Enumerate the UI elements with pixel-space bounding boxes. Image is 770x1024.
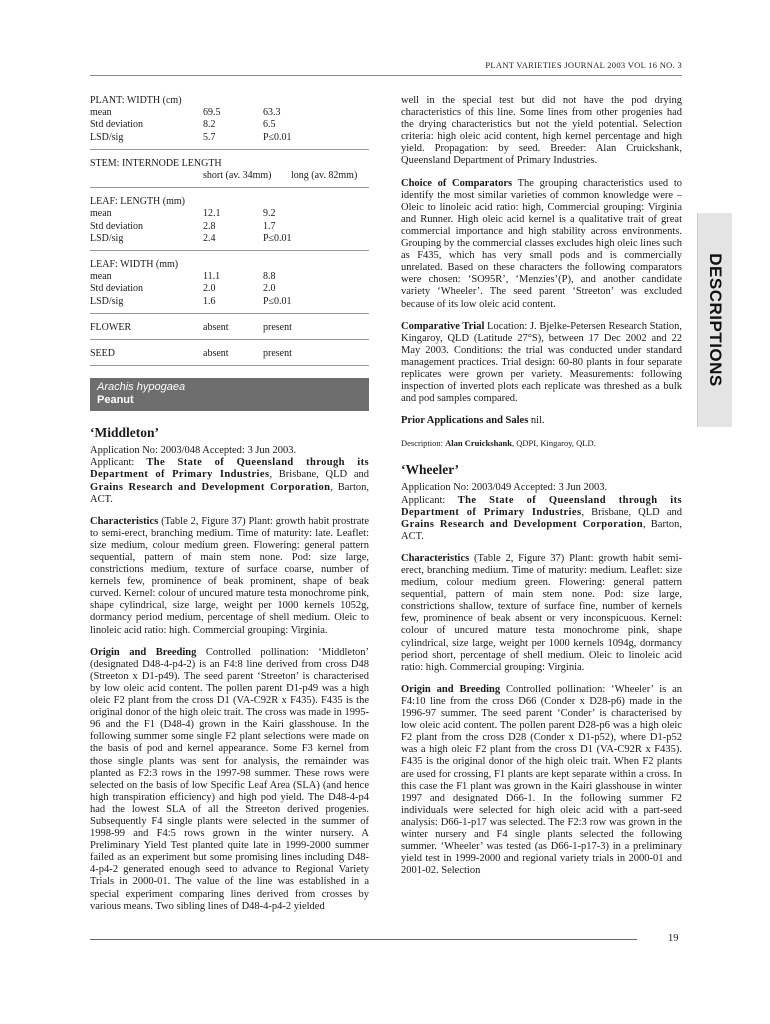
trait-title: PLANT: WIDTH (cm) — [90, 95, 182, 106]
trait-plant-width — [90, 95, 369, 150]
table-row — [90, 322, 369, 334]
section-tab-label: DESCRIPTIONS — [706, 253, 725, 387]
value-comparator: 9.2 — [263, 208, 276, 220]
left-column — [90, 95, 369, 923]
value-middleton: 11.1 — [203, 271, 221, 283]
applicant-label: Applicant: — [401, 494, 446, 506]
table-row — [90, 271, 369, 283]
trait-seed — [90, 348, 369, 366]
applicant-organisation: The State of Queensland through its Department of Primary Industries — [401, 494, 682, 518]
row-label: Std deviation — [90, 283, 144, 295]
value-middleton: 2.8 — [203, 220, 216, 232]
row-label: mean — [90, 107, 112, 119]
applicant-label: Applicant: — [90, 457, 135, 469]
section-text: Controlled pollination: ‘Wheeler’ is an F4:10 line from the cross D66 (Conder x D28-p6) made in the 1996-97 summer. The seed parent ‘Conder’ is characterised by low oleic acid content. The pollen parent D28-p6 was a high oleic F2 plant from the cross D28 (Conder x D1-p52), where D1-p52 was a high oleic F2 plant from the cross D1 (VA-C92R x F435). F435 is the original donor of the high oleic trait. When F2 plants are used for crossing, F1 plants are kept separate within a cross. In this case the F1 plant was grown in the Kairi glasshouse in winter 1997 and designated D66-1. In the following summer F2 individuals were selected for high oleic acid with a part-seed analysis: D66-1-p17 was selected. The F2:3 row was grown in the winter nursery and F4 single plants selected the following summer. ‘Wheeler’ was tested (as D66-1-p17-3) in a preliminary yield test in 1999-2000 and regional variety trials in 2000-01 and 2001-02. Selection — [401, 683, 682, 877]
applicant-info — [401, 495, 682, 543]
right-column — [401, 95, 682, 887]
value-middleton: 2.4 — [203, 232, 216, 244]
trait-title: LEAF: LENGTH (mm) — [90, 196, 185, 208]
value-middleton: absent — [203, 348, 229, 360]
description-credit — [401, 437, 682, 449]
trait-leaf-width — [90, 259, 369, 314]
row-label: Std deviation — [90, 119, 144, 131]
value-middleton: absent — [203, 321, 229, 333]
value-middleton: 69.5 — [203, 107, 221, 119]
applicant-location: , Brisbane, QLD and — [581, 506, 682, 518]
variety-title-wheeler: ‘Wheeler’ — [401, 462, 459, 478]
prior-applications-paragraph — [401, 415, 682, 427]
row-label: mean — [90, 271, 112, 283]
section-label: Origin and Breeding — [90, 646, 197, 658]
trait-flower — [90, 322, 369, 340]
table-row — [90, 283, 369, 295]
applicant-organisation: The State of Queensland through its Department of Primary Industries — [90, 457, 369, 481]
trait-leaf-length — [90, 196, 369, 251]
value-comparator: 8.8 — [263, 271, 276, 283]
section-text: (Table 2, Figure 37) Plant: growth habit prostrate to semi-erect, branching medium. Time of maturity: late. Leaflet: size medium, colour medium green. Flowering: general pattern sequential, pattern of main stem none. Pod: size large, constrictions medium, texture of surface coarse, number of kernels few, prominence of beak prominent, shape of beak curved. Kernel: colour of uncured mature testa monochrome pink, shape cylindrical, size large, weight per 1000 kernels 1052g, dormancy period medium, percentage of shell medium. Oleic to linoleic acid ratio: high. Commercial grouping: Virginia. — [90, 515, 369, 636]
applicant-location: , Brisbane, QLD and — [269, 469, 369, 481]
section-tab — [697, 213, 732, 427]
value-middleton: 1.6 — [203, 295, 216, 307]
species-common-name: Peanut — [97, 394, 134, 407]
species-scientific-name: Arachis hypogaea — [97, 381, 186, 394]
row-label: FLOWER — [90, 321, 132, 333]
row-label: LSD/sig — [90, 232, 124, 244]
value-middleton: 5.7 — [203, 131, 216, 143]
application-number: Application No: 2003/049 Accepted: 3 Jun 2003. — [401, 482, 608, 494]
header-divider — [90, 75, 682, 76]
continuation-paragraph: well in the special test but did not have the pod drying characteristics of this line. Some lines from other progenies had the drying characteristics but not the yield potential. Selection criteria: high oleic acid content, high kernel percentage and high yield. Propagation: by seed. Breeder: Alan Cruickshank, Queensland Department of Primary Industries. — [401, 95, 682, 167]
value-middleton: 2.0 — [203, 283, 216, 295]
origin-paragraph — [401, 684, 682, 878]
value-comparator: P≤0.01 — [263, 295, 292, 307]
description-author: Alan Cruickshank — [445, 438, 512, 449]
journal-header: PLANT VARIETIES JOURNAL 2003 VOL 16 NO. 3 — [485, 60, 682, 70]
table-row — [90, 208, 369, 220]
value-comparator: 6.5 — [263, 119, 276, 131]
page-number: 19 — [668, 933, 679, 944]
origin-paragraph — [90, 647, 369, 913]
table-row — [90, 296, 369, 308]
section-text: nil. — [528, 415, 545, 427]
leaf-width-table — [90, 259, 369, 308]
applicant-info — [90, 457, 369, 505]
value-comparator: P≤0.01 — [263, 131, 292, 143]
footer-divider — [90, 939, 637, 940]
trait-title: STEM: INTERNODE LENGTH — [90, 157, 222, 169]
application-number: Application No: 2003/048 Accepted: 3 Jun 2003. — [90, 445, 297, 457]
stem-internode-table — [90, 158, 369, 182]
section-text: Controlled pollination: ‘Middleton’ (designated D48-4-p4-2) is an F4:8 line derived from cross D48 (Streeton x D1-p49). The seed parent ‘Streeton’ is characterised by low oleic acid content. The pollen parent D1-p49 was a high oleic F2 plant from the cross D1 (VA-C92R x F435). F435 is the original donor of the high oleic trait. The cross was made in 1995-96 and the F1 (D48-4) grown in the Kairi glasshouse. In the following summer some single F2 plant selections were made on the basis of pod and kernel appearance. Some F3 kernel from those single plants was sent for analysis, the remainder was planted as F2:3 rows in the 1997-98 summer. These rows were selected on the basis of low Specific Leaf Area (SLA) (and hence high transpiration efficiency) and high pod yield. The D48-4-p4 had the lowest SLA of all the Streeton derived progenies. Subsequently F4 single plants were selected in the summer of 1998-99 and F4:5 rows grown in the winter nursery. A Preliminary Yield Test planted quite late in 1999-2000 summer failed as an experiment but some promising lines including D48-4-p4-2 generated enough seed to advance to Regional Variety Trials in 2000-01. The value of the line was established in a special experiment comparing lines derived from crosses by various means. Two sibling lines of D48-4-p4-2 yielded — [90, 646, 369, 912]
table-row — [90, 119, 369, 131]
plant-width-table — [90, 95, 369, 144]
section-text: (Table 2, Figure 37) Plant: growth habit semi-erect, branching medium. Time of maturity: medium. Leaflet: size medium, colour medium green. Flowering: general pattern sequential, pattern of main stem none. Pod: size large, constrictions shallow, texture of surface fine, number of kernels few, prominence of beak absent or very inconspicuous. Kernel: colour of uncured mature testa monochrome pink, shape cylindrical, size large, weight per 1000 kernels 1094g, dormancy period short, percentage of shell medium. Oleic to linoleic acid ratio: high. Commercial grouping: Virginia. — [401, 552, 682, 673]
value-comparator: present — [263, 321, 292, 333]
row-label: SEED — [90, 348, 115, 360]
trait-stem-internode — [90, 158, 369, 188]
leaf-length-table — [90, 196, 369, 245]
table-row — [90, 221, 369, 233]
section-label: Comparative Trial — [401, 320, 485, 332]
species-banner — [90, 378, 369, 411]
section-label: Characteristics — [401, 552, 470, 564]
value-comparator: 1.7 — [263, 220, 276, 232]
section-text: Location: J. Bjelke-Petersen Research Station, Kingaroy, QLD (Latitude 27°S), between 17 Dec 2002 and 22 May 2003. Conditions: the trial was conducted under standard management practices. Trial design: 60-80 plants in four separate replicates were grown per variety. Measurements: following inspection of inverted plots each replicate was threshed as a bulk and pod samples compared. — [401, 320, 682, 405]
flower-table — [90, 322, 369, 334]
characteristics-paragraph — [90, 516, 369, 637]
value-comparator: 63.3 — [263, 107, 281, 119]
value-middleton: 12.1 — [203, 208, 221, 220]
value-comparator: present — [263, 348, 292, 360]
applicant-location-2: , Barton, ACT. — [401, 518, 682, 542]
value-comparator: 2.0 — [263, 283, 276, 295]
section-label: Characteristics — [90, 515, 159, 527]
comparators-paragraph — [401, 178, 682, 311]
table-row — [90, 170, 369, 182]
row-label: LSD/sig — [90, 295, 124, 307]
table-row — [90, 107, 369, 119]
description-prefix: Description: — [401, 438, 446, 449]
table-row — [90, 233, 369, 245]
seed-table — [90, 348, 369, 360]
characteristics-paragraph — [401, 553, 682, 674]
applicant-organisation-2: Grains Research and Development Corporation — [90, 481, 331, 493]
section-label: Prior Applications and Sales — [401, 415, 529, 427]
section-label: Origin and Breeding — [401, 683, 501, 695]
value-middleton: short (av. 34mm) — [203, 170, 272, 182]
trait-title: LEAF: WIDTH (mm) — [90, 259, 179, 271]
description-affiliation: , QDPI, Kingaroy, QLD. — [512, 438, 596, 449]
row-label: mean — [90, 208, 112, 220]
value-comparator: P≤0.01 — [263, 232, 292, 244]
row-label: Std deviation — [90, 220, 144, 232]
value-middleton: 8.2 — [203, 119, 216, 131]
variety-title-middleton: ‘Middleton’ — [90, 425, 159, 441]
applicant-organisation-2: Grains Research and Development Corporation — [401, 518, 643, 530]
row-label: LSD/sig — [90, 131, 124, 143]
section-label: Choice of Comparators — [401, 177, 513, 189]
trial-paragraph — [401, 321, 682, 406]
applicant-location-2: , Barton, ACT. — [90, 481, 370, 505]
table-row — [90, 348, 369, 360]
section-text: The grouping characteristics used to identify the most similar varieties of common knowledge were – Oleic to linoleic acid ratio: high, Commercial grouping: Virginia and Runner. High oleic acid kernel is a qualitative trait of great commercial importance and high stability across environments. Grouping by the commercial classes excludes high oleic lines such as F435, which has very small pods and is commercially unrelated. Based on these characters the following comparators were chosen: ‘SO95R’, ‘Menzies’(P), and another candidate variety ‘Wheeler’. The seed parent ‘Streeton’ was excluded because of its low oleic acid content. — [401, 177, 682, 310]
value-comparator: long (av. 82mm) — [291, 170, 358, 182]
table-row — [90, 132, 369, 144]
